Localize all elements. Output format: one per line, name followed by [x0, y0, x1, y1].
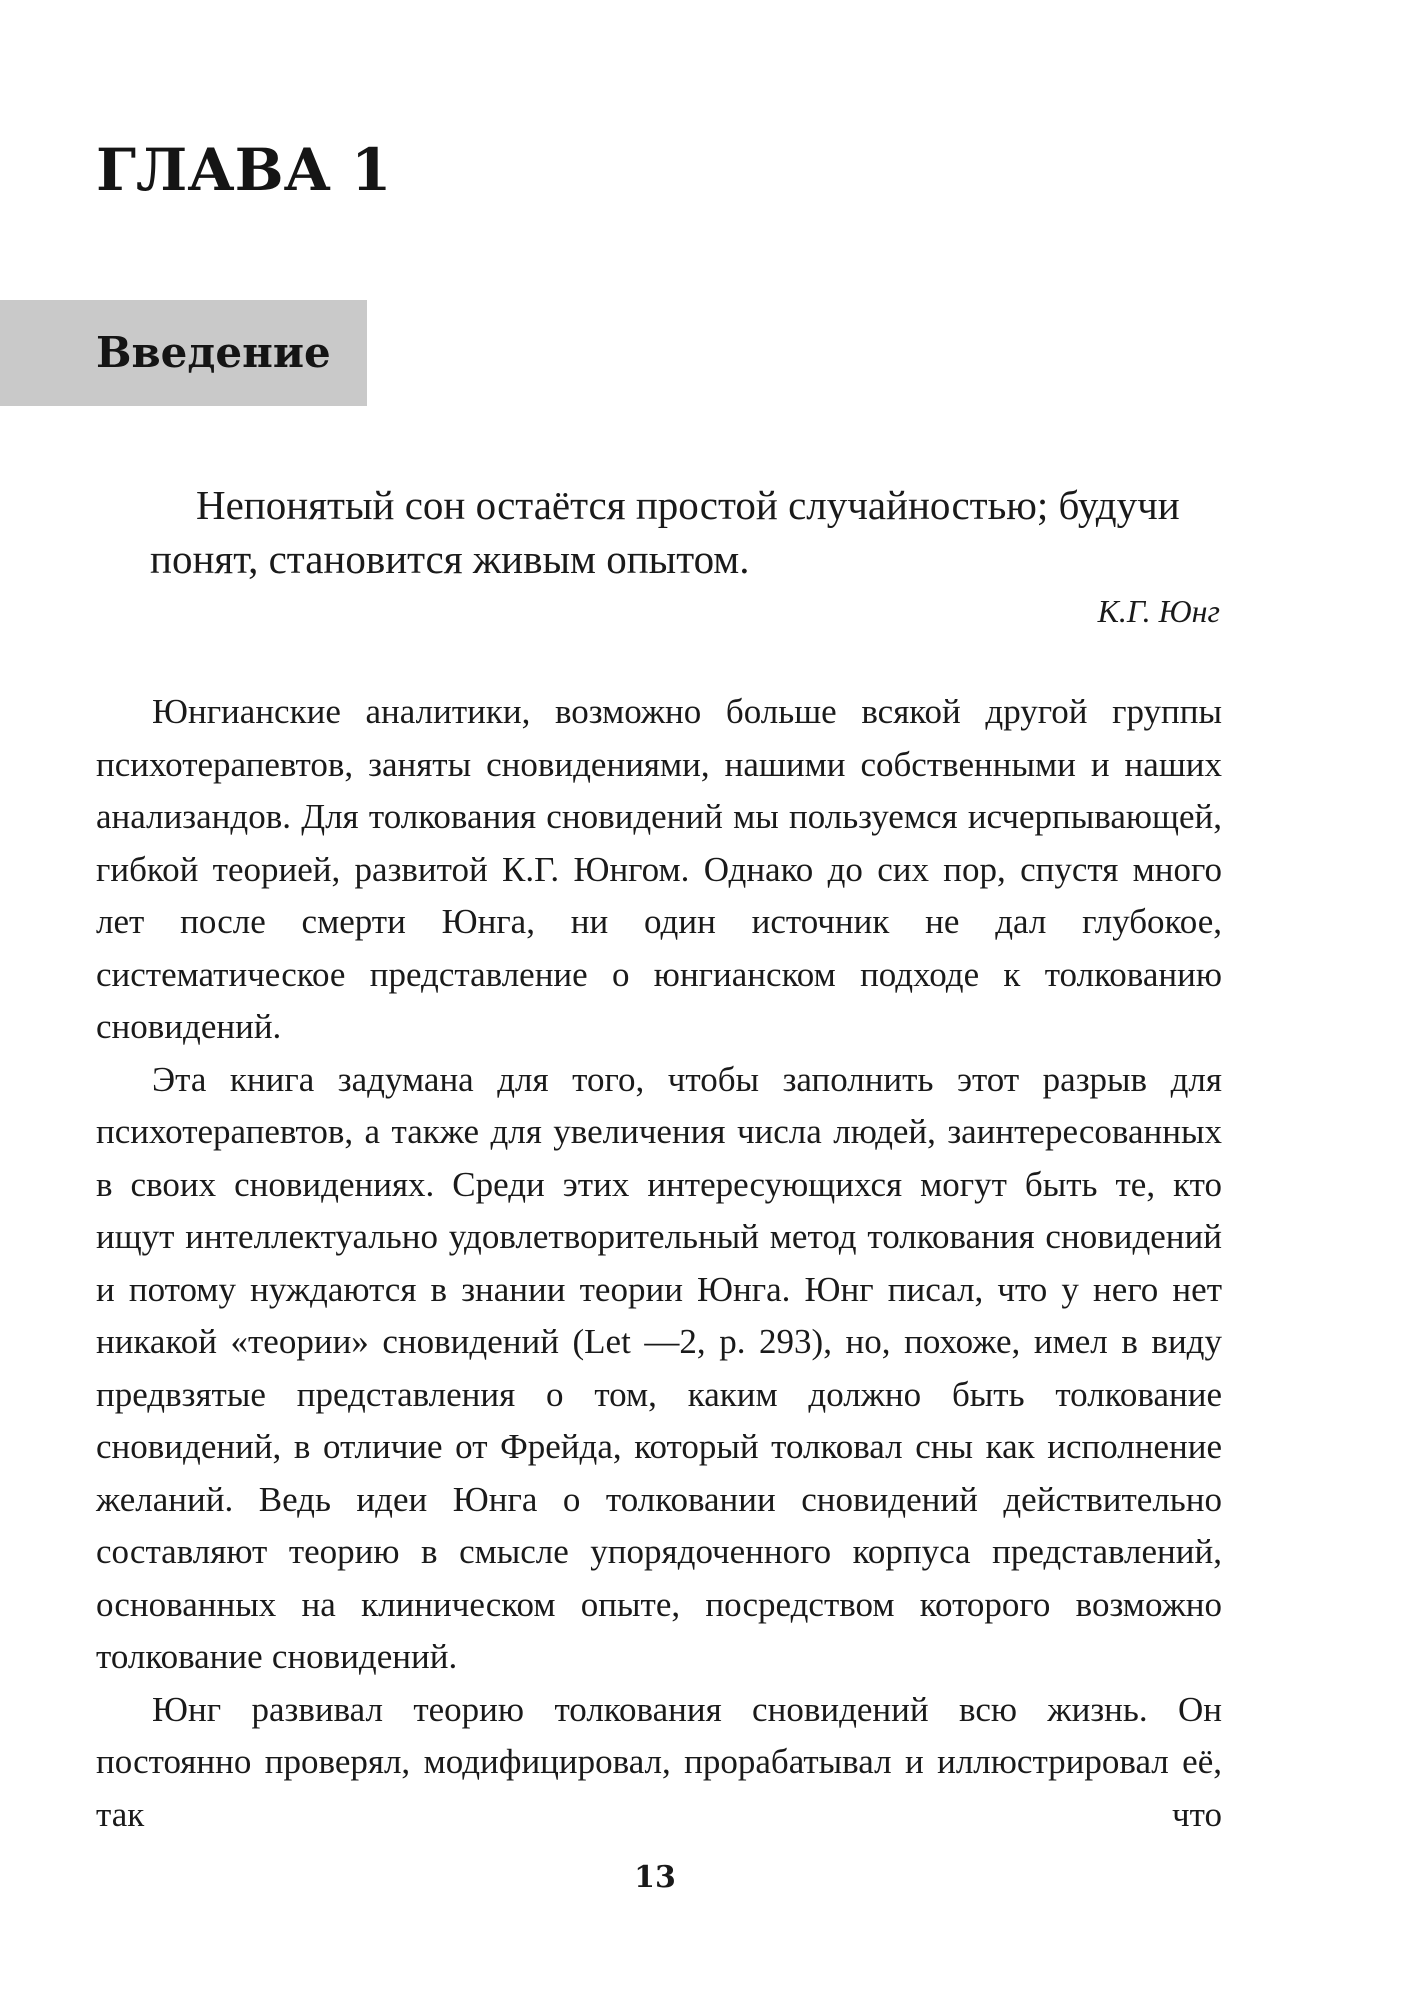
section-title: Введение [96, 328, 331, 377]
chapter-title: ГЛАВА 1 [96, 136, 392, 204]
body-text [96, 686, 1222, 1841]
section-heading-band [0, 300, 367, 406]
paragraph: Эта книга задумана для того, чтобы заполнить этот разрыв для психотерапевтов, а также для увеличения числа людей, заинтересованных в своих сновидениях. Среди этих интересующихся могут быть те, кто ищут интеллектуально удовлетворительный метод толкования сновидений и потому нуждаются в знании теории Юнга. Юнг писал, что у него нет никакой «теории» сновидений (Let —2, p. 293), но, похоже, имел в виду предвзятые представления о том, каким должно быть толкование сновидений, в отличие от Фрейда, который толковал сны как исполнение желаний. Ведь идеи Юнга о толковании сновидений действительно составляют теорию в смысле упорядоченного корпуса представлений, основанных на клиническом опыте, посредством которого возможно толкование сновидений. [96, 1059, 1222, 1676]
epigraph-author: К.Г. Юнг [1097, 593, 1220, 629]
paragraph: Юнгианские аналитики, возможно больше всякой другой группы психотерапевтов, заняты сновидениями, нашими собственными и наших анализандов. Для толкования сновидений мы пользуемся исчерпывающей, гибкой теорией, развитой К.Г. Юнгом. Однако до сих пор, спустя много лет после смерти Юнга, ни один источник не дал глубокое, систематическое представление о юнгианском подходе к толкованию сновидений. [96, 692, 1222, 1046]
epigraph-quote: Непонятый сон остаётся простой случайностью; будучи понят, становится живым опытом. [150, 482, 1180, 582]
paragraph: Юнг развивал теорию толкования сновидений всю жизнь. Он постоянно проверял, модифицировал, прорабатывал и иллюстрировал её, так что [96, 1689, 1222, 1834]
epigraph [150, 478, 1220, 634]
page-number: 13 [634, 1860, 676, 1895]
